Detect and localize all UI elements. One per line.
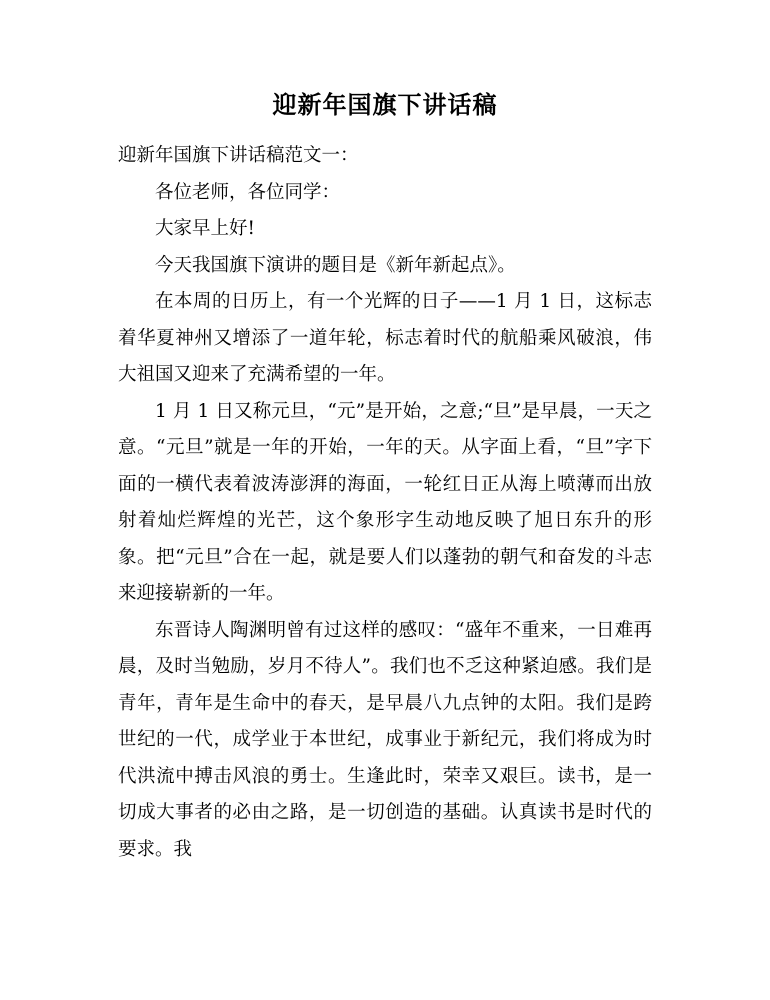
paragraph: 东晋诗人陶渊明曾有过这样的感叹：“盛年不重来，一日难再晨，及时当勉励，岁月不待人”。我们也不乏这种紧迫感。我们是青年，青年是生命中的春天，是早晨八九点钟的太阳。我们是跨世纪的一代，成学业于本世纪，成事业于新纪元，我们将成为时代洪流中搏击风浪的勇士。生逢此时，荣幸又艰巨。读书，是一切成大事者的必由之路，是一切创造的基础。认真读书是时代的要求。我 (118, 619, 652, 860)
paragraph: 在本周的日历上，有一个光辉的日子——1 月 1 日，这标志着华夏神州又增添了一道年轮，标志着时代的航船乘风破浪，伟大祖国又迎来了充满希望的一年。 (118, 291, 652, 385)
paragraph: 今天我国旗下演讲的题目是《新年新起点》。 (155, 254, 516, 276)
paragraph: 1 月 1 日又称元旦，“元”是开始，之意;“旦”是早晨，一天之意。“元旦”就是一年的开始，一年的天。从字面上看，“旦”字下面的一横代表着波涛澎湃的海面，一轮红日正从海上喷薄而出放射着灿烂辉煌的光芒，这个象形字生动地反映了旭日东升的形象。把“元旦”合在一起，就是要人们以蓬勃的朝气和奋发的斗志来迎接崭新的一年。 (118, 400, 652, 604)
document-body (118, 138, 652, 868)
paragraph: 大家早上好! (155, 218, 255, 239)
document-title: 迎新年国旗下讲话稿 (272, 91, 498, 119)
paragraph: 各位老师，各位同学： (155, 181, 341, 203)
paragraph: 迎新年国旗下讲话稿范文一： (118, 145, 359, 166)
